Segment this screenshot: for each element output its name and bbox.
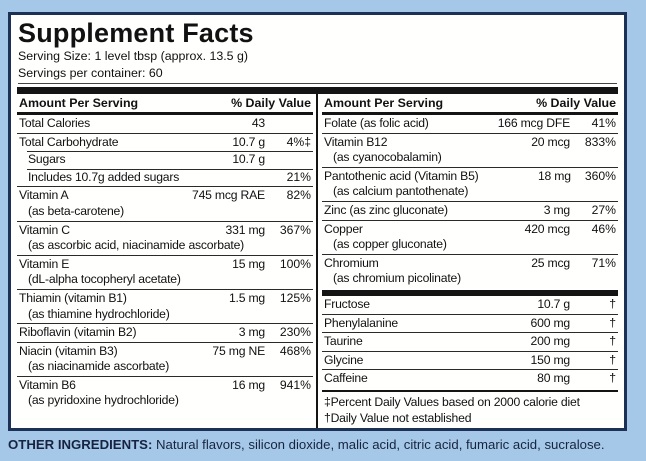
nutrient-row — [322, 332, 618, 351]
nutrient-dv: 71% — [591, 255, 616, 270]
nutrient-row — [17, 151, 313, 169]
nutrient-row — [17, 289, 313, 323]
nutrient-amount: 10.7 g — [537, 296, 570, 311]
nutrient-amount: 25 mcg — [531, 255, 570, 270]
footnote-dv-not-established: †Daily Value not established — [324, 411, 472, 425]
nutrient-name: Total Carbohydrate — [19, 134, 119, 149]
nutrient-amount: 3 mg — [238, 325, 265, 340]
nutrient-dv: 125% — [279, 290, 311, 305]
label-header — [11, 15, 624, 84]
nutrient-dv: 82% — [286, 188, 311, 203]
nutrient-name: Zinc (as zinc gluconate) — [324, 202, 448, 217]
nutrient-row — [17, 169, 313, 187]
nutrient-row — [17, 323, 313, 342]
daily-value-header: % Daily Value — [231, 95, 311, 110]
nutrient-row — [322, 254, 618, 288]
nutrient-name: Sugars — [28, 152, 66, 167]
nutrient-name: Pantothenic acid (Vitamin B5) — [324, 168, 479, 183]
nutrient-source: (as thiamine hydrochloride) — [28, 306, 170, 321]
nutrient-dv: 360% — [584, 168, 616, 183]
nutrient-source: (as chromium picolinate) — [333, 271, 461, 286]
nutrient-row — [322, 351, 618, 370]
nutrient-amount: 18 mg — [537, 168, 571, 183]
nutrient-dv: 4%‡ — [286, 134, 311, 149]
column-header-left — [17, 94, 313, 115]
nutrient-name: Chromium — [324, 255, 379, 270]
nutrient-amount: 80 mg — [537, 371, 570, 386]
nutrient-column-right — [318, 94, 618, 428]
nutrient-row — [17, 342, 313, 376]
nutrient-amount: 745 mcg RAE — [192, 188, 265, 203]
nutrient-amount: 43 — [251, 115, 265, 130]
nutrient-name: Glycine — [324, 352, 364, 367]
nutrient-amount: 16 mg — [232, 377, 265, 392]
amount-per-serving-header: Amount Per Serving — [19, 95, 139, 110]
nutrient-dv: 41% — [591, 115, 616, 130]
nutrient-name: Vitamin A — [19, 188, 69, 203]
other-ingredients-label: OTHER INGREDIENTS: — [8, 437, 153, 452]
nutrient-amount: 10.7 g — [232, 152, 265, 167]
other-ingredients — [8, 437, 640, 454]
nutrient-row — [322, 369, 618, 388]
nutrient-amount: 75 mg NE — [212, 343, 265, 358]
nutrient-dv: † — [609, 352, 616, 367]
nutrient-row — [17, 376, 313, 410]
nutrient-row — [17, 221, 313, 255]
nutrient-name: Caffeine — [324, 371, 368, 386]
nutrient-name: Vitamin E — [19, 256, 70, 271]
nutrient-dv: 46% — [591, 221, 616, 236]
amount-per-serving-header: Amount Per Serving — [324, 95, 444, 110]
nutrient-source: (as cyanocobalamin) — [333, 150, 442, 165]
footnote-percent-dv: ‡Percent Daily Values based on 2000 calorie diet — [324, 395, 580, 409]
nutrient-name: Folate (as folic acid) — [324, 115, 429, 130]
nutrient-dv: 230% — [279, 325, 311, 340]
nutrient-row — [322, 115, 618, 133]
nutrient-dv: 941% — [279, 377, 311, 392]
nutrient-name: Niacin (vitamin B3) — [19, 343, 118, 358]
nutrient-row — [17, 115, 313, 133]
nutrient-amount: 3 mg — [543, 202, 570, 217]
supplement-facts-label — [8, 12, 627, 431]
nutrient-source: (as beta-carotene) — [28, 203, 124, 218]
nutrient-name: Vitamin C — [19, 222, 70, 237]
nutrient-rows-right — [322, 115, 618, 388]
nutrient-row — [322, 314, 618, 333]
nutrient-row — [17, 133, 313, 152]
nutrient-amount: 10.7 g — [232, 134, 265, 149]
serving-size-text: Serving Size: 1 level tbsp (approx. 13.5 g) — [18, 49, 249, 64]
nutrient-dv: 367% — [279, 222, 311, 237]
footnotes — [322, 392, 618, 428]
nutrient-name: Total Calories — [19, 115, 91, 130]
nutrient-amount: 20 mcg — [531, 134, 570, 149]
nutrient-amount: 600 mg — [530, 315, 570, 330]
nutrient-source: (as calcium pantothenate) — [333, 184, 469, 199]
nutrient-dv: 27% — [591, 202, 616, 217]
nutrient-dv: † — [609, 334, 616, 349]
serving-divider — [18, 83, 617, 84]
nutrient-source: (as pyridoxine hydrochloride) — [28, 393, 179, 408]
nutrient-row — [17, 255, 313, 289]
nutrient-name: Includes 10.7g added sugars — [28, 169, 180, 184]
daily-value-header: % Daily Value — [536, 95, 616, 110]
other-ingredients-list: Natural flavors, silicon dioxide, malic acid, citric acid, fumaric acid, sucralose. — [152, 437, 605, 452]
nutrient-dv: 21% — [286, 169, 311, 184]
servings-per-container-text: Servings per container: 60 — [18, 65, 163, 80]
nutrient-name: Phenylalanine — [324, 315, 398, 330]
nutrient-dv: † — [609, 296, 616, 311]
nutrient-row — [322, 133, 618, 167]
nutrient-row — [322, 220, 618, 254]
header-thick-bar — [17, 87, 618, 94]
label-title: Supplement Facts — [18, 18, 254, 48]
nutrient-source: (as niacinamide ascorbate) — [28, 359, 170, 374]
nutrient-source: (as ascorbic acid, niacinamide ascorbate) — [28, 238, 245, 253]
nutrient-column-left — [17, 94, 318, 428]
nutrient-source: (dL-alpha tocopheryl acetate) — [28, 272, 181, 287]
nutrient-rows-left — [17, 115, 313, 410]
nutrient-dv: 100% — [279, 256, 311, 271]
nutrient-amount: 150 mg — [530, 352, 570, 367]
nutrient-amount: 166 mcg DFE — [497, 115, 570, 130]
nutrient-dv: 833% — [584, 134, 616, 149]
nutrient-name: Vitamin B12 — [324, 134, 388, 149]
nutrient-name: Riboflavin (vitamin B2) — [19, 325, 137, 340]
nutrient-name: Vitamin B6 — [19, 377, 76, 392]
nutrient-row — [17, 186, 313, 220]
nutrient-columns — [17, 94, 618, 428]
nutrient-source: (as copper gluconate) — [333, 237, 447, 252]
nutrient-dv: 468% — [279, 343, 311, 358]
nutrient-dv: † — [609, 315, 616, 330]
nutrient-row — [322, 167, 618, 201]
nutrient-row — [322, 290, 618, 314]
nutrient-name: Taurine — [324, 334, 363, 349]
nutrient-amount: 331 mg — [225, 222, 265, 237]
nutrient-name: Fructose — [324, 296, 370, 311]
nutrient-amount: 15 mg — [232, 256, 265, 271]
nutrient-name: Copper — [324, 221, 363, 236]
nutrient-amount: 420 mcg — [524, 221, 570, 236]
column-header-right — [322, 94, 618, 115]
nutrient-dv: † — [609, 371, 616, 386]
nutrient-amount: 200 mg — [530, 334, 570, 349]
nutrient-row — [322, 201, 618, 220]
nutrient-amount: 1.5 mg — [228, 290, 265, 305]
nutrient-name: Thiamin (vitamin B1) — [19, 290, 127, 305]
